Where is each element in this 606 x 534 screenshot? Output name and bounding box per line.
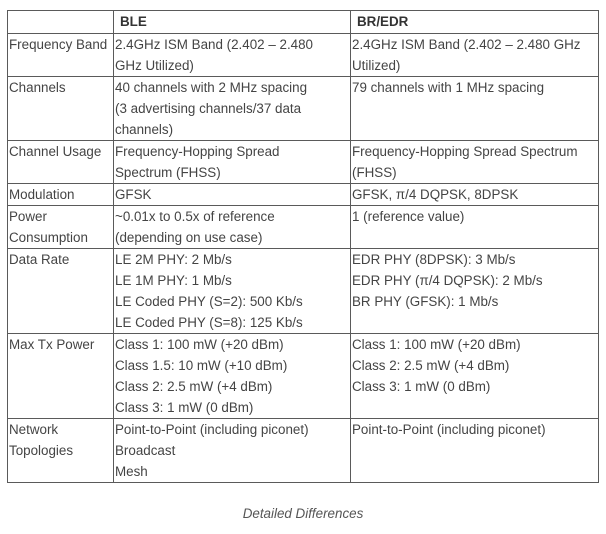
ble-cell-line: LE 2M PHY: 2 Mb/s (115, 252, 232, 267)
row-label: Modulation (8, 184, 114, 206)
ble-cell-line: Class 3: 1 mW (0 dBm) (115, 400, 254, 415)
table-caption: Detailed Differences (242, 506, 364, 521)
row-label: Channel Usage (8, 141, 114, 184)
ble-cell (114, 334, 351, 419)
ble-cell (114, 249, 351, 334)
table-row (8, 184, 599, 206)
ble-cell-line: Frequency-Hopping Spread (115, 144, 280, 159)
table-row (8, 206, 599, 249)
bredr-cell (351, 206, 599, 249)
row-label: Frequency Band (8, 34, 114, 77)
bredr-cell-line: 2.4GHz ISM Band (2.402 – 2.480 GHz (352, 37, 581, 52)
ble-cell (114, 34, 351, 77)
ble-cell (114, 77, 351, 141)
bredr-cell-line: EDR PHY (π/4 DQPSK): 2 Mb/s (352, 273, 543, 288)
ble-cell-line: Broadcast (115, 443, 176, 458)
header-bredr: BR/EDR (351, 11, 599, 34)
table-row (8, 34, 599, 77)
ble-cell-line: ~0.01x to 0.5x of reference (115, 209, 275, 224)
bredr-cell-line: 79 channels with 1 MHz spacing (352, 80, 545, 95)
ble-cell-line: LE 1M PHY: 1 Mb/s (115, 273, 232, 288)
table-row (8, 419, 599, 483)
table-row (8, 249, 599, 334)
bredr-cell-line: BR PHY (GFSK): 1 Mb/s (352, 294, 499, 309)
ble-cell (114, 206, 351, 249)
bredr-cell (351, 34, 599, 77)
bredr-cell-line: 1 (reference value) (352, 209, 465, 224)
bredr-cell-line: Utilized) (352, 58, 401, 73)
ble-cell-line: Point-to-Point (including piconet) (115, 422, 309, 437)
bredr-cell (351, 249, 599, 334)
table-row (8, 77, 599, 141)
table-row (8, 141, 599, 184)
bredr-cell (351, 419, 599, 483)
ble-cell-line: (3 advertising channels/37 data (115, 101, 302, 116)
bredr-cell-line: GFSK, π/4 DQPSK, 8DPSK (352, 187, 519, 202)
bredr-cell-line: Point-to-Point (including piconet) (352, 422, 546, 437)
bredr-cell-line: Class 1: 100 mW (+20 dBm) (352, 337, 521, 352)
ble-cell-line: Class 2: 2.5 mW (+4 dBm) (115, 379, 273, 394)
ble-cell-line: LE Coded PHY (S=8): 125 Kb/s (115, 315, 303, 330)
bredr-cell-line: Class 3: 1 mW (0 dBm) (352, 379, 491, 394)
header-ble: BLE (114, 11, 351, 34)
ble-cell-line: Mesh (115, 464, 148, 479)
table-body (8, 34, 599, 483)
bredr-cell (351, 184, 599, 206)
ble-cell (114, 141, 351, 184)
ble-cell-line: LE Coded PHY (S=2): 500 Kb/s (115, 294, 303, 309)
header-blank-cell (8, 11, 114, 34)
bredr-cell-line: Frequency-Hopping Spread Spectrum (352, 144, 578, 159)
ble-cell-line: 2.4GHz ISM Band (2.402 – 2.480 (115, 37, 314, 52)
bredr-cell-line: (FHSS) (352, 165, 397, 180)
row-label: Data Rate (8, 249, 114, 334)
ble-cell-line: Spectrum (FHSS) (115, 165, 221, 180)
ble-cell-line: channels) (115, 122, 174, 137)
row-label: Power Consumption (8, 206, 114, 249)
bredr-cell (351, 141, 599, 184)
ble-cell-line: 40 channels with 2 MHz spacing (115, 80, 308, 95)
header-row (8, 11, 599, 34)
ble-cell (114, 184, 351, 206)
ble-cell-line: Class 1: 100 mW (+20 dBm) (115, 337, 284, 352)
bredr-cell (351, 334, 599, 419)
bredr-cell-line: Class 2: 2.5 mW (+4 dBm) (352, 358, 510, 373)
bredr-cell (351, 77, 599, 141)
comparison-table (7, 10, 599, 483)
row-label: Max Tx Power (8, 334, 114, 419)
row-label: Channels (8, 77, 114, 141)
ble-cell-line: GFSK (115, 187, 152, 202)
row-label: Network Topologies (8, 419, 114, 483)
ble-cell-line: (depending on use case) (115, 230, 263, 245)
bredr-cell-line: EDR PHY (8DPSK): 3 Mb/s (352, 252, 516, 267)
ble-cell-line: Class 1.5: 10 mW (+10 dBm) (115, 358, 288, 373)
table-row (8, 334, 599, 419)
ble-cell (114, 419, 351, 483)
ble-cell-line: GHz Utilized) (115, 58, 194, 73)
